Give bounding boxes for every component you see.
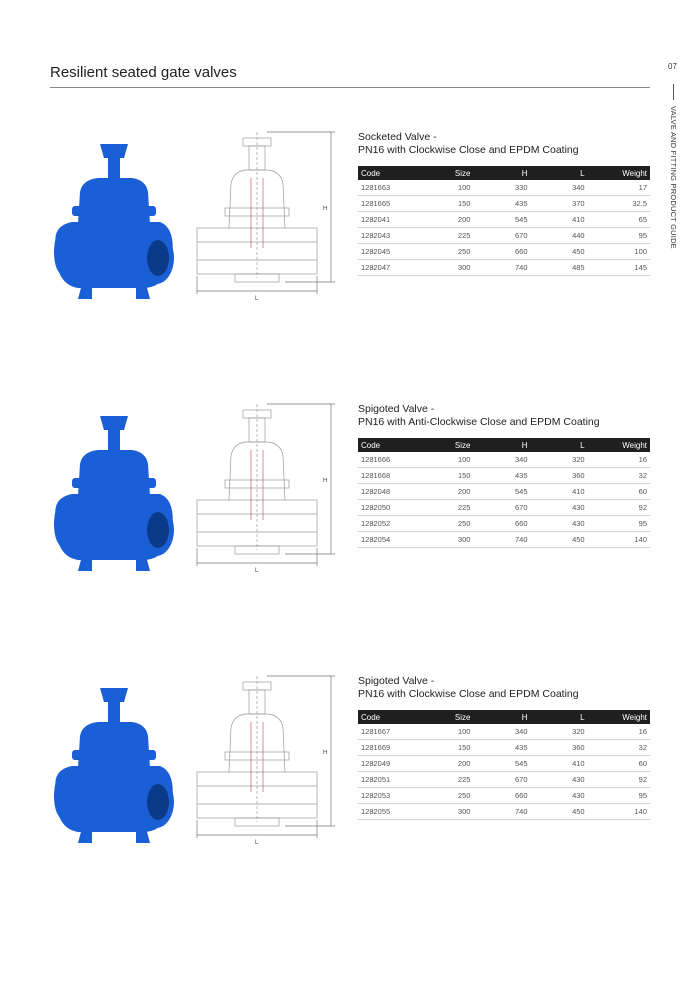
valve-photo-image (48, 406, 180, 576)
cell-h: 330 (473, 180, 530, 196)
cell-size: 150 (418, 196, 474, 212)
cell-l: 440 (531, 228, 588, 244)
table-row (358, 756, 650, 772)
cell-weight: 32 (588, 740, 650, 756)
section-title (358, 675, 579, 701)
column-header-code: Code (358, 166, 418, 180)
section-title-line1: Socketed Valve - (358, 131, 437, 143)
cell-h: 435 (473, 468, 530, 484)
cell-l: 370 (531, 196, 588, 212)
section-title-line1: Spigoted Valve - (358, 675, 435, 687)
cell-code: 1282051 (358, 772, 418, 788)
product-section (0, 400, 700, 590)
table-row (358, 772, 650, 788)
column-header-weight: Weight (588, 710, 650, 724)
cell-h: 435 (473, 196, 530, 212)
cell-size: 225 (418, 228, 474, 244)
column-header-l: L (531, 710, 588, 724)
column-header-code: Code (358, 438, 418, 452)
cell-code: 1281666 (358, 452, 418, 468)
cell-h: 670 (473, 500, 530, 516)
cell-code: 1281668 (358, 468, 418, 484)
cell-code: 1281665 (358, 196, 418, 212)
table-row (358, 500, 650, 516)
cell-weight: 95 (588, 516, 650, 532)
cell-size: 300 (418, 532, 474, 548)
cell-weight: 92 (588, 500, 650, 516)
table-row (358, 516, 650, 532)
cell-weight: 95 (588, 788, 650, 804)
cell-l: 430 (531, 500, 588, 516)
cell-weight: 65 (588, 212, 650, 228)
product-section (0, 672, 700, 862)
cell-l: 430 (531, 788, 588, 804)
cell-h: 740 (473, 804, 530, 820)
table-header-row (358, 166, 650, 180)
cell-h: 660 (473, 516, 530, 532)
cell-h: 340 (473, 452, 530, 468)
spec-table (358, 166, 650, 276)
cell-size: 225 (418, 772, 474, 788)
section-title-line1: Spigoted Valve - (358, 403, 435, 415)
valve-photo-image (48, 678, 180, 848)
cell-code: 1281667 (358, 724, 418, 740)
cell-weight: 32.5 (588, 196, 650, 212)
column-header-code: Code (358, 710, 418, 724)
cell-h: 545 (473, 756, 530, 772)
dimension-l-label: L (255, 568, 259, 574)
cell-code: 1282050 (358, 500, 418, 516)
cell-l: 450 (531, 532, 588, 548)
cell-l: 360 (531, 740, 588, 756)
table-row (358, 260, 650, 276)
cell-l: 410 (531, 756, 588, 772)
page-number: 07 (668, 62, 677, 71)
cell-size: 300 (418, 804, 474, 820)
page-title: Resilient seated gate valves (50, 64, 237, 81)
cell-weight: 140 (588, 804, 650, 820)
valve-photo-image (48, 134, 180, 304)
spec-table (358, 710, 650, 820)
cell-weight: 16 (588, 452, 650, 468)
table-row (358, 452, 650, 468)
column-header-size: Size (418, 166, 474, 180)
cell-l: 340 (531, 180, 588, 196)
table-row (358, 804, 650, 820)
column-header-l: L (531, 438, 588, 452)
side-label: VALVE AND FITTING PRODUCT GUIDE (669, 106, 678, 249)
table-row (358, 180, 650, 196)
technical-drawing-diagram (185, 672, 345, 852)
cell-code: 1282043 (358, 228, 418, 244)
cell-weight: 32 (588, 468, 650, 484)
cell-h: 545 (473, 484, 530, 500)
column-header-h: H (473, 438, 530, 452)
cell-weight: 60 (588, 484, 650, 500)
table-row (358, 196, 650, 212)
column-header-size: Size (418, 438, 474, 452)
cell-code: 1282052 (358, 516, 418, 532)
cell-l: 410 (531, 212, 588, 228)
cell-l: 430 (531, 772, 588, 788)
column-header-weight: Weight (588, 438, 650, 452)
table-row (358, 788, 650, 804)
column-header-l: L (531, 166, 588, 180)
cell-h: 740 (473, 532, 530, 548)
cell-code: 1282053 (358, 788, 418, 804)
table-row (358, 468, 650, 484)
cell-l: 450 (531, 804, 588, 820)
cell-code: 1282049 (358, 756, 418, 772)
cell-h: 670 (473, 772, 530, 788)
cell-l: 320 (531, 724, 588, 740)
cell-h: 670 (473, 228, 530, 244)
cell-h: 545 (473, 212, 530, 228)
cell-size: 250 (418, 516, 474, 532)
spec-table (358, 438, 650, 548)
cell-weight: 92 (588, 772, 650, 788)
table-row (358, 228, 650, 244)
section-title-line2: PN16 with Clockwise Close and EPDM Coating (358, 144, 579, 156)
cell-l: 410 (531, 484, 588, 500)
table-row (358, 724, 650, 740)
column-header-h: H (473, 710, 530, 724)
dimension-l-label: L (255, 296, 259, 302)
technical-drawing-diagram (185, 128, 345, 308)
cell-code: 1281663 (358, 180, 418, 196)
cell-weight: 140 (588, 532, 650, 548)
section-title-line2: PN16 with Clockwise Close and EPDM Coating (358, 688, 579, 700)
cell-l: 320 (531, 452, 588, 468)
cell-size: 150 (418, 740, 474, 756)
column-header-size: Size (418, 710, 474, 724)
cell-h: 660 (473, 244, 530, 260)
cell-weight: 17 (588, 180, 650, 196)
cell-code: 1282045 (358, 244, 418, 260)
cell-h: 740 (473, 260, 530, 276)
cell-weight: 60 (588, 756, 650, 772)
cell-size: 300 (418, 260, 474, 276)
section-title (358, 131, 579, 157)
table-row (358, 740, 650, 756)
table-row (358, 244, 650, 260)
cell-code: 1282055 (358, 804, 418, 820)
column-header-h: H (473, 166, 530, 180)
cell-size: 225 (418, 500, 474, 516)
title-divider (50, 87, 650, 88)
cell-code: 1282048 (358, 484, 418, 500)
cell-l: 360 (531, 468, 588, 484)
cell-weight: 95 (588, 228, 650, 244)
table-header-row (358, 710, 650, 724)
cell-weight: 100 (588, 244, 650, 260)
cell-size: 250 (418, 788, 474, 804)
cell-code: 1282047 (358, 260, 418, 276)
section-title (358, 403, 600, 429)
dimension-h-label: H (323, 478, 328, 484)
table-row (358, 212, 650, 228)
dimension-l-label: L (255, 840, 259, 846)
column-header-weight: Weight (588, 166, 650, 180)
side-divider (673, 84, 674, 100)
table-row (358, 484, 650, 500)
cell-weight: 16 (588, 724, 650, 740)
cell-size: 100 (418, 452, 474, 468)
product-section (0, 128, 700, 318)
cell-size: 200 (418, 756, 474, 772)
cell-h: 660 (473, 788, 530, 804)
section-title-line2: PN16 with Anti-Clockwise Close and EPDM Coating (358, 416, 600, 428)
table-header-row (358, 438, 650, 452)
cell-l: 485 (531, 260, 588, 276)
cell-weight: 145 (588, 260, 650, 276)
cell-size: 200 (418, 212, 474, 228)
cell-l: 450 (531, 244, 588, 260)
cell-h: 340 (473, 724, 530, 740)
cell-size: 250 (418, 244, 474, 260)
cell-code: 1282041 (358, 212, 418, 228)
dimension-h-label: H (323, 206, 328, 212)
cell-code: 1281669 (358, 740, 418, 756)
cell-l: 430 (531, 516, 588, 532)
cell-size: 100 (418, 724, 474, 740)
cell-size: 150 (418, 468, 474, 484)
technical-drawing-diagram (185, 400, 345, 580)
cell-size: 200 (418, 484, 474, 500)
table-row (358, 532, 650, 548)
cell-size: 100 (418, 180, 474, 196)
cell-code: 1282054 (358, 532, 418, 548)
dimension-h-label: H (323, 750, 328, 756)
cell-h: 435 (473, 740, 530, 756)
